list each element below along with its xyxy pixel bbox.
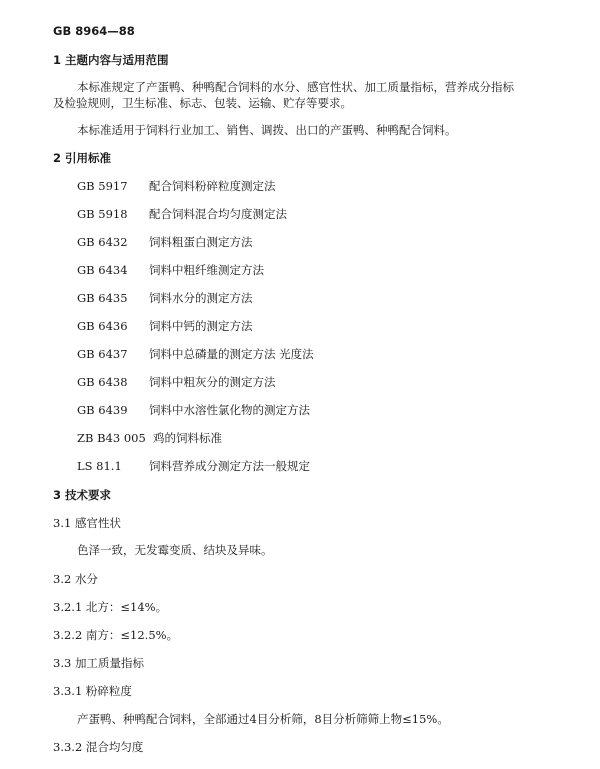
reference-item xyxy=(77,262,264,278)
reference-title: 饲料中钙的测定方法 xyxy=(149,319,253,333)
reference-code: LS 81.1 xyxy=(77,459,122,473)
reference-item xyxy=(77,178,276,194)
subsection-3-2-heading: 3.2 水分 xyxy=(53,572,98,586)
reference-title: 饲料中粗纤维测定方法 xyxy=(149,263,264,277)
reference-code: GB 6439 xyxy=(77,403,128,417)
subsection-3-3-heading: 3.3 加工质量指标 xyxy=(53,656,144,670)
reference-title: 配合饲料混合均匀度测定法 xyxy=(149,207,287,221)
reference-item xyxy=(77,402,310,418)
section-1-para-1-line-2: 及检验规则，卫生标准、标志、包装、运输、贮存等要求。 xyxy=(53,96,352,110)
section-1-para-1-line-1: 本标准规定了产蛋鸭、种鸭配合饲料的水分、感官性状、加工质量指标，营养成分指标 xyxy=(77,80,514,94)
subsection-3-2-2: 3.2.2 南方：≤12.5%。 xyxy=(53,628,179,642)
reference-code: GB 6432 xyxy=(77,235,128,249)
section-1-heading: 1 主题内容与适用范围 xyxy=(53,53,169,67)
reference-title: 饲料中总磷量的测定方法 光度法 xyxy=(149,347,314,361)
reference-title: 配合饲料粉碎粒度测定法 xyxy=(149,179,276,193)
reference-title: 鸡的饲料标准 xyxy=(153,431,222,445)
reference-item xyxy=(77,290,253,306)
reference-title: 饲料粗蛋白测定方法 xyxy=(149,235,253,249)
reference-code: GB 6436 xyxy=(77,319,128,333)
reference-item xyxy=(77,234,253,250)
reference-item xyxy=(77,206,287,222)
reference-title: 饲料中水溶性氯化物的测定方法 xyxy=(149,403,310,417)
reference-item xyxy=(77,374,276,390)
reference-item xyxy=(77,318,253,334)
subsection-3-1-heading: 3.1 感官性状 xyxy=(53,516,121,530)
reference-item xyxy=(77,346,314,362)
reference-code: GB 6435 xyxy=(77,291,128,305)
reference-title: 饲料水分的测定方法 xyxy=(149,291,253,305)
section-1-para-2: 本标准适用于饲料行业加工、销售、调拨、出口的产蛋鸭、种鸭配合饲料。 xyxy=(77,123,457,137)
subsection-3-1-text: 色泽一致，无发霉变质、结块及异味。 xyxy=(77,543,273,557)
subsection-3-3-2-heading: 3.3.2 混合均匀度 xyxy=(53,740,144,754)
subsection-3-2-1: 3.2.1 北方：≤14%。 xyxy=(53,600,168,614)
reference-code: GB 5917 xyxy=(77,179,128,193)
document-header: GB 8964—88 xyxy=(53,24,135,38)
reference-code: GB 6434 xyxy=(77,263,128,277)
reference-code: ZB B43 005 xyxy=(77,431,146,445)
reference-item xyxy=(77,430,222,446)
reference-item xyxy=(77,458,310,474)
reference-title: 饲料营养成分测定方法一般规定 xyxy=(149,459,310,473)
subsection-3-3-1-text: 产蛋鸭、种鸭配合饲料，全部通过4目分析筛，8目分析筛筛上物≤15%。 xyxy=(77,712,449,726)
reference-code: GB 6438 xyxy=(77,375,128,389)
reference-code: GB 6437 xyxy=(77,347,128,361)
section-3-heading: 3 技术要求 xyxy=(53,488,112,502)
section-2-heading: 2 引用标准 xyxy=(53,151,112,165)
reference-code: GB 5918 xyxy=(77,207,128,221)
reference-title: 饲料中粗灰分的测定方法 xyxy=(149,375,276,389)
subsection-3-3-1-heading: 3.3.1 粉碎粒度 xyxy=(53,684,132,698)
